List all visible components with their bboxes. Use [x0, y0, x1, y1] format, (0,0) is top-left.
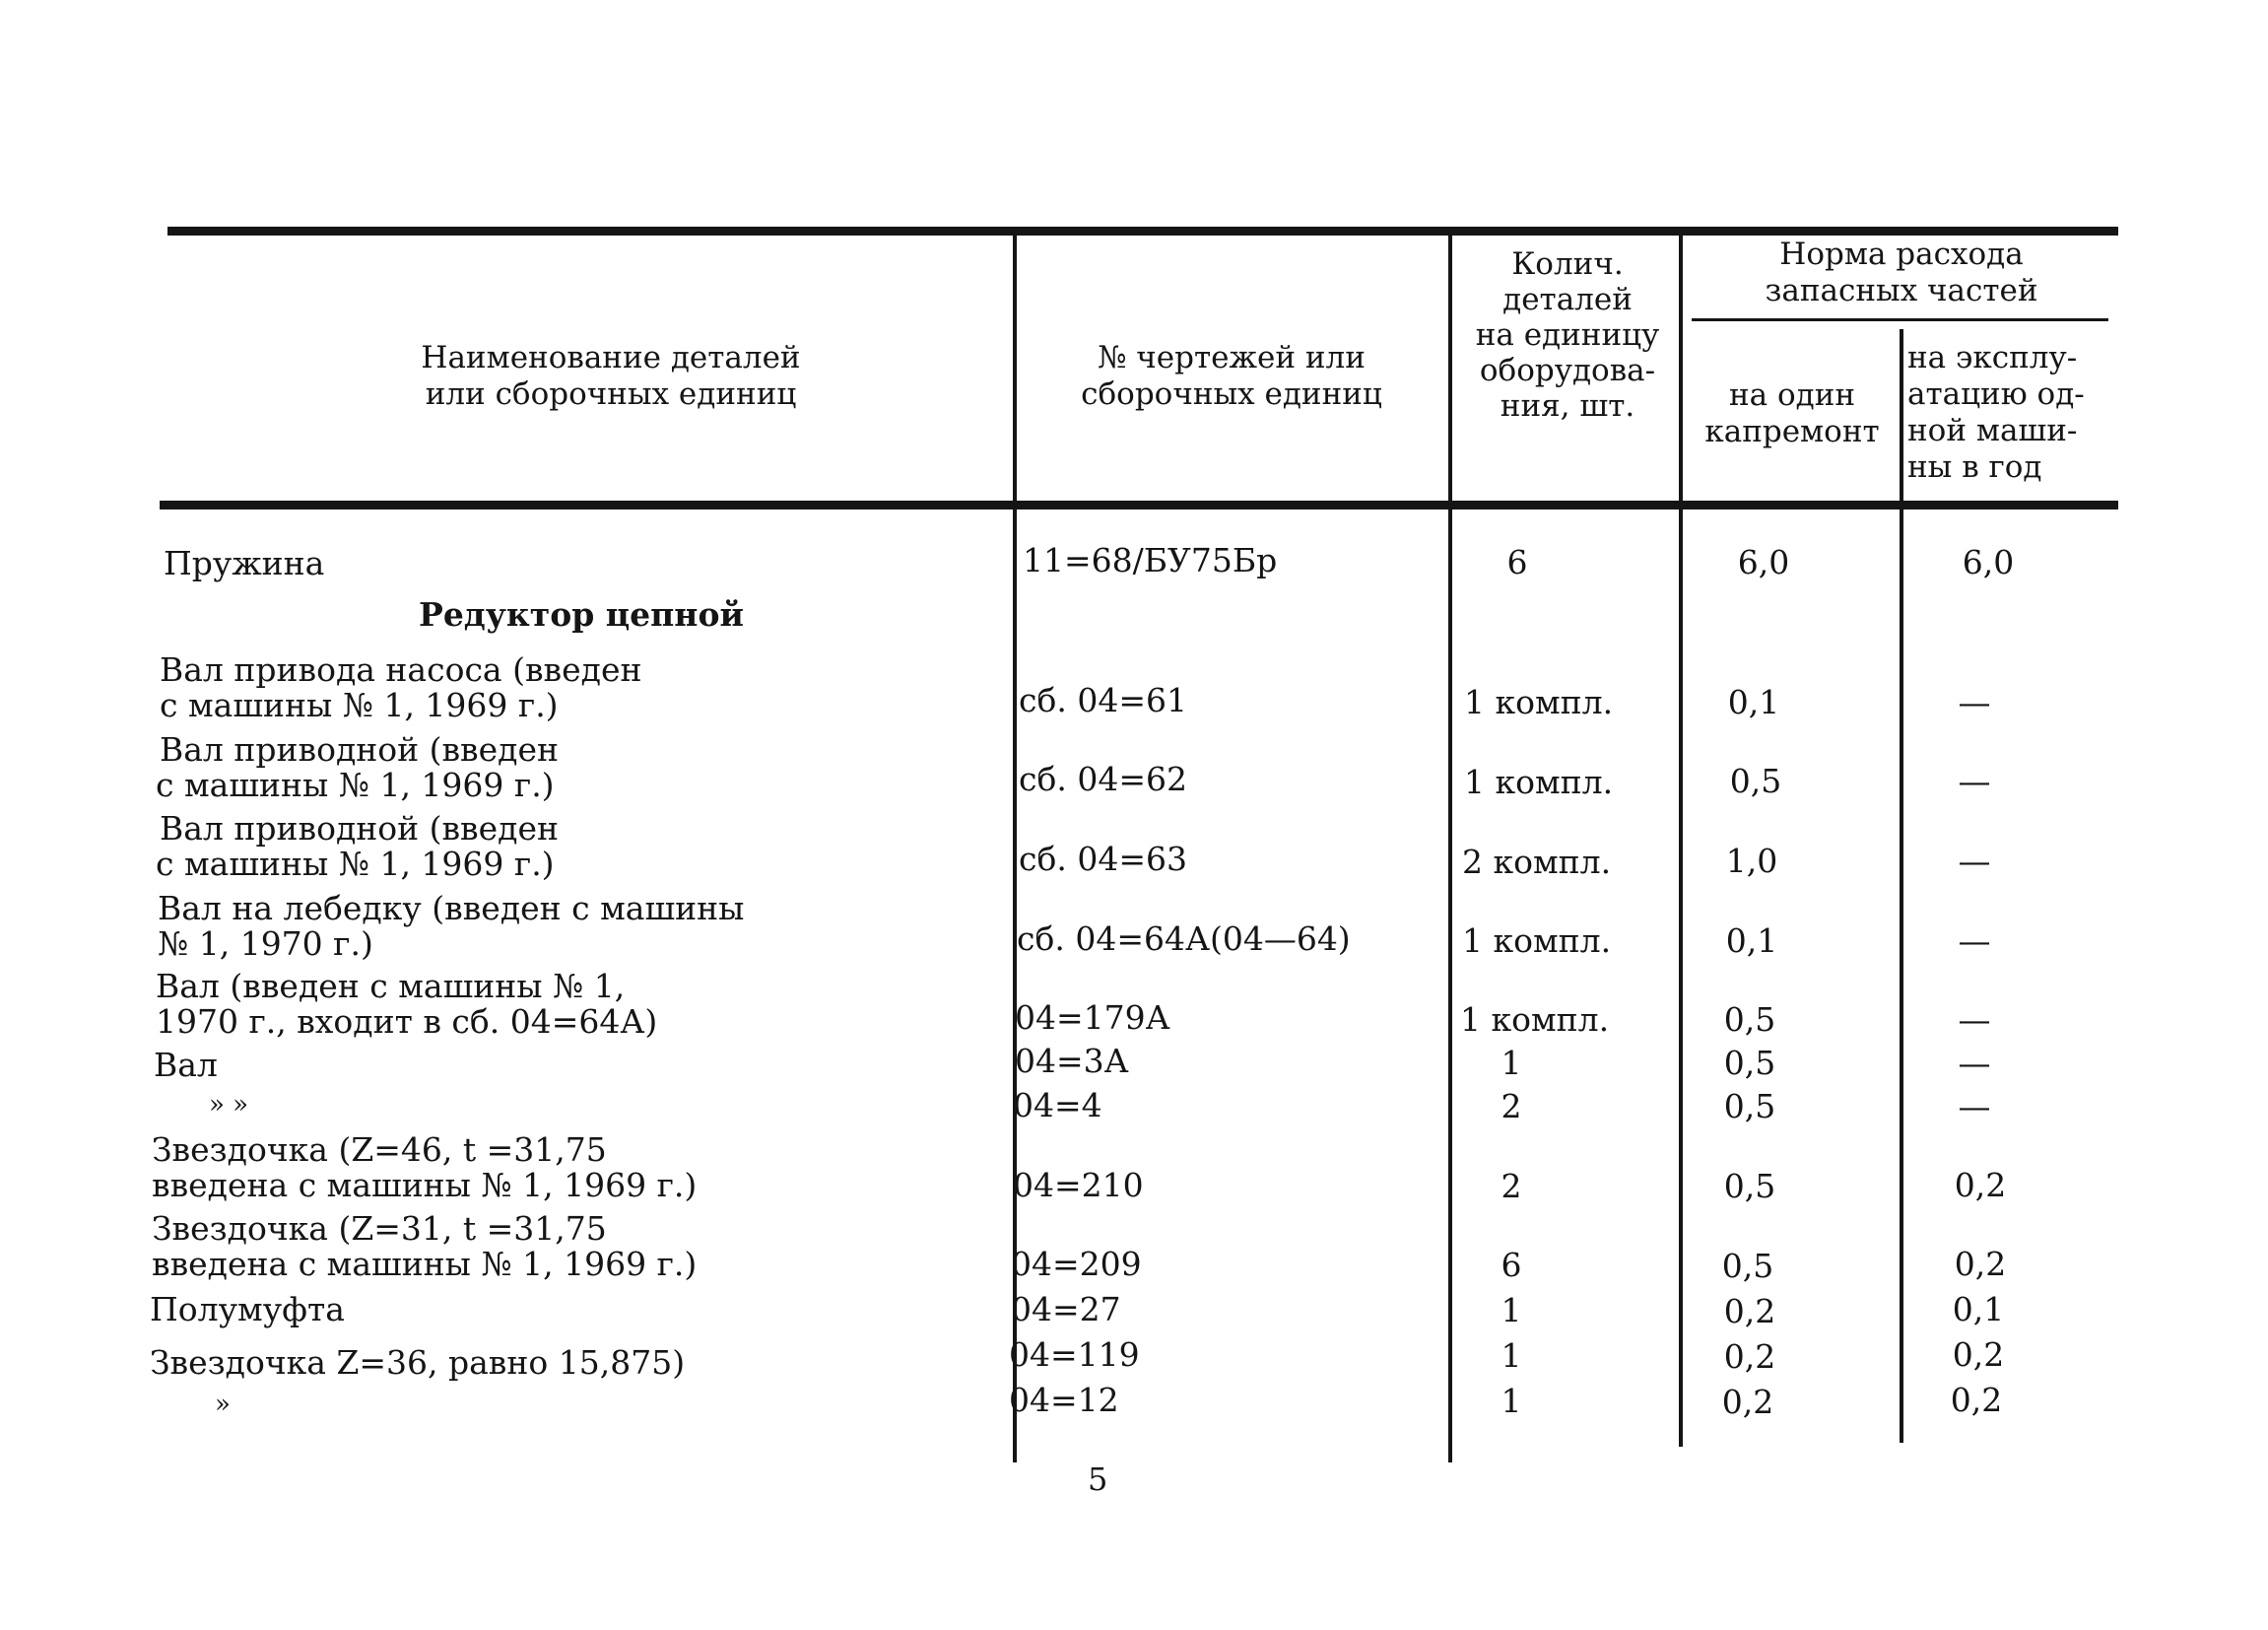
row-repair: 0,5: [1723, 1000, 1776, 1039]
row-year: —: [1958, 842, 1991, 880]
row-name: № 1, 1970 г.): [158, 924, 373, 963]
row-drawing: сб. 04=63: [1019, 840, 1187, 878]
header-norm-group-line: Норма расхода: [1779, 237, 2024, 272]
row-repair: 0,1: [1725, 921, 1778, 960]
row-drawing: 04=12: [1009, 1381, 1119, 1419]
header-norm-year-line: ны в год: [1907, 449, 2042, 485]
row-drawing: сб. 04=61: [1019, 681, 1187, 719]
header-drawing-line: № чертежей или: [1098, 340, 1366, 375]
row-qty: 1: [1501, 1044, 1522, 1082]
row-name: Вал на лебедку (введен с машины: [158, 889, 745, 927]
row-year: 0,1: [1952, 1290, 2005, 1328]
row-name: Вал приводной (введен: [160, 730, 560, 769]
row-name: Полумуфта: [150, 1290, 345, 1328]
row-qty: 1 компл.: [1464, 763, 1614, 801]
header-norm-repair: [1683, 377, 1901, 450]
row-drawing: 04=3А: [1015, 1042, 1129, 1080]
header-norm-year-line: атацию од-: [1907, 376, 2085, 412]
header-qty-line: ния, шт.: [1500, 388, 1635, 424]
header-norm-group-line: запасных частей: [1765, 273, 2038, 308]
column-divider-year: [1900, 329, 1903, 1443]
row-name: Вал приводной (введен: [160, 809, 560, 848]
row-repair: 1,0: [1725, 842, 1778, 880]
row-repair: 6,0: [1737, 543, 1790, 581]
row-repair: 0,5: [1721, 1247, 1774, 1285]
row-year: —: [1958, 921, 1991, 960]
row-name: Звездочка (Z=46, t =31,75: [152, 1130, 607, 1169]
header-qty-line: на единицу: [1475, 317, 1660, 353]
header-drawing: [1034, 340, 1429, 413]
row-qty: 1 компл.: [1462, 921, 1612, 960]
row-qty: 6: [1506, 543, 1528, 581]
norm-group-underline: [1692, 318, 2108, 321]
row-qty: 1: [1501, 1336, 1522, 1375]
row-drawing: 04=209: [1011, 1245, 1142, 1283]
row-name: Вал (введен с машины № 1,: [156, 967, 626, 1005]
row-qty: 1 компл.: [1464, 683, 1614, 721]
row-qty: 1: [1501, 1291, 1522, 1329]
row-drawing: сб. 04=64А(04—64): [1017, 919, 1351, 958]
row-year: 0,2: [1950, 1381, 2003, 1419]
row-name: » »: [209, 1090, 249, 1120]
header-name-line: или сборочных единиц: [425, 376, 797, 412]
row-year: —: [1958, 1000, 1991, 1039]
row-name: 1970 г., входит в сб. 04=64А): [156, 1002, 658, 1041]
row-name: Звездочка (Z=31, t =31,75: [152, 1209, 607, 1248]
row-name: введена с машины № 1, 1969 г.): [152, 1245, 698, 1283]
page-number: 5: [1088, 1460, 1108, 1498]
header-norm-year: [1907, 340, 2114, 486]
row-year: —: [1958, 1087, 1991, 1125]
row-name: Вал: [154, 1046, 218, 1084]
header-norm-group: [1695, 237, 2108, 309]
row-repair: 0,2: [1723, 1337, 1776, 1376]
header-name: [305, 340, 916, 413]
row-qty: 2: [1501, 1087, 1522, 1125]
row-name: введена с машины № 1, 1969 г.): [152, 1166, 698, 1204]
row-repair: 0,2: [1723, 1292, 1776, 1330]
row-qty: 2: [1501, 1167, 1522, 1205]
header-norm-year-line: на эксплу-: [1907, 340, 2078, 375]
row-year: 0,2: [1954, 1245, 2007, 1283]
header-drawing-line: сборочных единиц: [1081, 376, 1382, 412]
row-repair: 0,5: [1723, 1167, 1776, 1205]
row-name: с машины № 1, 1969 г.): [160, 686, 559, 724]
row-qty: 2 компл.: [1462, 843, 1612, 881]
row-name: Звездочка Z=36, равно 15,875): [150, 1343, 686, 1382]
row-year: —: [1958, 1044, 1991, 1082]
row-name: Пружина: [164, 544, 325, 582]
header-qty-line: оборудова-: [1479, 353, 1656, 388]
row-repair: 0,5: [1729, 762, 1782, 800]
row-name: Вал привода насоса (введен: [160, 650, 642, 689]
row-year: 0,2: [1952, 1335, 2005, 1374]
header-qty-line: деталей: [1502, 282, 1633, 317]
section-title: Редуктор цепной: [419, 595, 744, 634]
header-name-line: Наименование деталей: [421, 340, 801, 375]
row-name: с машины № 1, 1969 г.): [156, 845, 555, 883]
row-name: с машины № 1, 1969 г.): [156, 766, 555, 804]
row-repair: 0,5: [1723, 1087, 1776, 1125]
header-qty-line: Колич.: [1511, 246, 1624, 282]
row-repair: 0,1: [1727, 683, 1780, 721]
row-qty: 1 компл.: [1460, 1000, 1610, 1039]
row-qty: 1: [1501, 1382, 1522, 1420]
row-drawing: 04=119: [1009, 1335, 1140, 1374]
row-year: —: [1958, 762, 1991, 800]
table-top-rule: [167, 227, 2118, 236]
header-norm-repair-line: на один: [1728, 377, 1856, 413]
header-qty: [1454, 246, 1681, 424]
header-bottom-rule: [160, 501, 2118, 509]
row-drawing: 11=68/БУ75Бр: [1023, 541, 1278, 579]
row-drawing: сб. 04=62: [1019, 760, 1187, 798]
row-repair: 0,2: [1721, 1383, 1774, 1421]
row-year: —: [1958, 683, 1991, 721]
row-drawing: 04=27: [1011, 1290, 1121, 1328]
row-year: 0,2: [1954, 1166, 2007, 1204]
header-norm-year-line: ной маши-: [1907, 413, 2078, 448]
row-year: 6,0: [1962, 543, 2015, 581]
row-name: »: [215, 1390, 231, 1419]
row-drawing: 04=4: [1013, 1086, 1102, 1124]
row-drawing: 04=210: [1013, 1166, 1144, 1204]
row-qty: 6: [1501, 1246, 1522, 1284]
header-norm-repair-line: капремонт: [1704, 414, 1880, 449]
row-repair: 0,5: [1723, 1044, 1776, 1082]
row-drawing: 04=179А: [1015, 998, 1170, 1037]
